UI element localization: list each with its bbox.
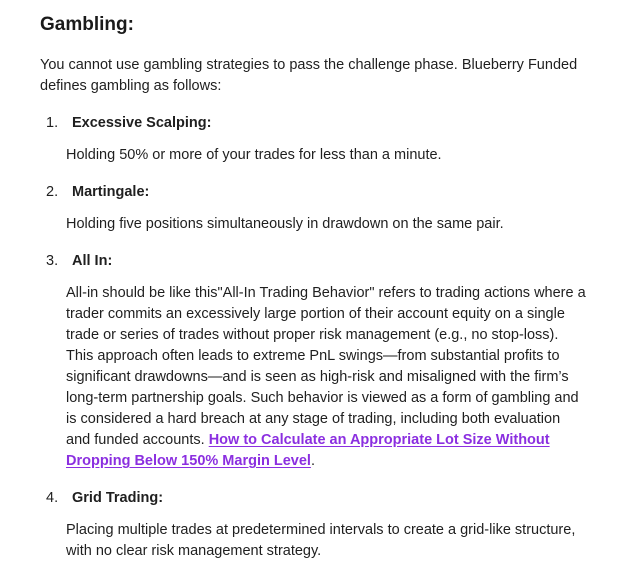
rule-title: Excessive Scalping: <box>72 115 212 131</box>
rule-description <box>66 283 586 472</box>
rule-number: 3. <box>46 253 59 269</box>
lot-size-guide-link[interactable]: How to Calculate an Appropriate Lot Size Without Dropping Below 150% Margin Level <box>66 432 550 469</box>
rule-item-grid-trading <box>40 488 605 562</box>
rule-heading <box>40 251 605 272</box>
intro-paragraph: You cannot use gambling strategies to pass the challenge phase. Blueberry Funded defines gambling as follows: <box>40 57 578 94</box>
rule-number: 1. <box>46 115 59 131</box>
rule-description: Holding 50% or more of your trades for less than a minute. <box>66 147 442 163</box>
rule-title: All In: <box>72 253 113 269</box>
rule-item-martingale <box>40 182 605 235</box>
rule-description: Holding five positions simultaneously in drawdown on the same pair. <box>66 216 504 232</box>
rule-title: Martingale: <box>72 184 150 200</box>
rule-heading <box>40 488 605 509</box>
rule-item-all-in <box>40 251 605 472</box>
rule-title: Grid Trading: <box>72 490 164 506</box>
rule-number: 2. <box>46 184 59 200</box>
rule-heading <box>40 182 605 203</box>
rule-description-end: . <box>310 453 315 469</box>
rule-description-text: All-in should be like this"All-In Trading Behavior" refers to trading actions where a trader commits an excessively large portion of their account equity on a single trade or series of trades without proper risk management (e.g., no stop-loss). This approach often leads to extreme PnL swings—from substantial profits to significant drawdowns—and is seen as high-risk and misaligned with the firm’s long-term partnership goals. Such behavior is viewed as a form of gambling and is considered a hard breach at any stage of trading, including both evaluation and funded accounts. <box>66 285 586 448</box>
section-heading: Gambling: <box>40 14 134 35</box>
rule-heading <box>40 113 605 134</box>
gambling-rules-list <box>40 113 605 562</box>
rule-number: 4. <box>46 490 59 506</box>
rule-description: Placing multiple trades at predetermined intervals to create a grid-like structure, with no clear risk management strategy. <box>66 522 576 559</box>
rule-item-excessive-scalping <box>40 113 605 166</box>
